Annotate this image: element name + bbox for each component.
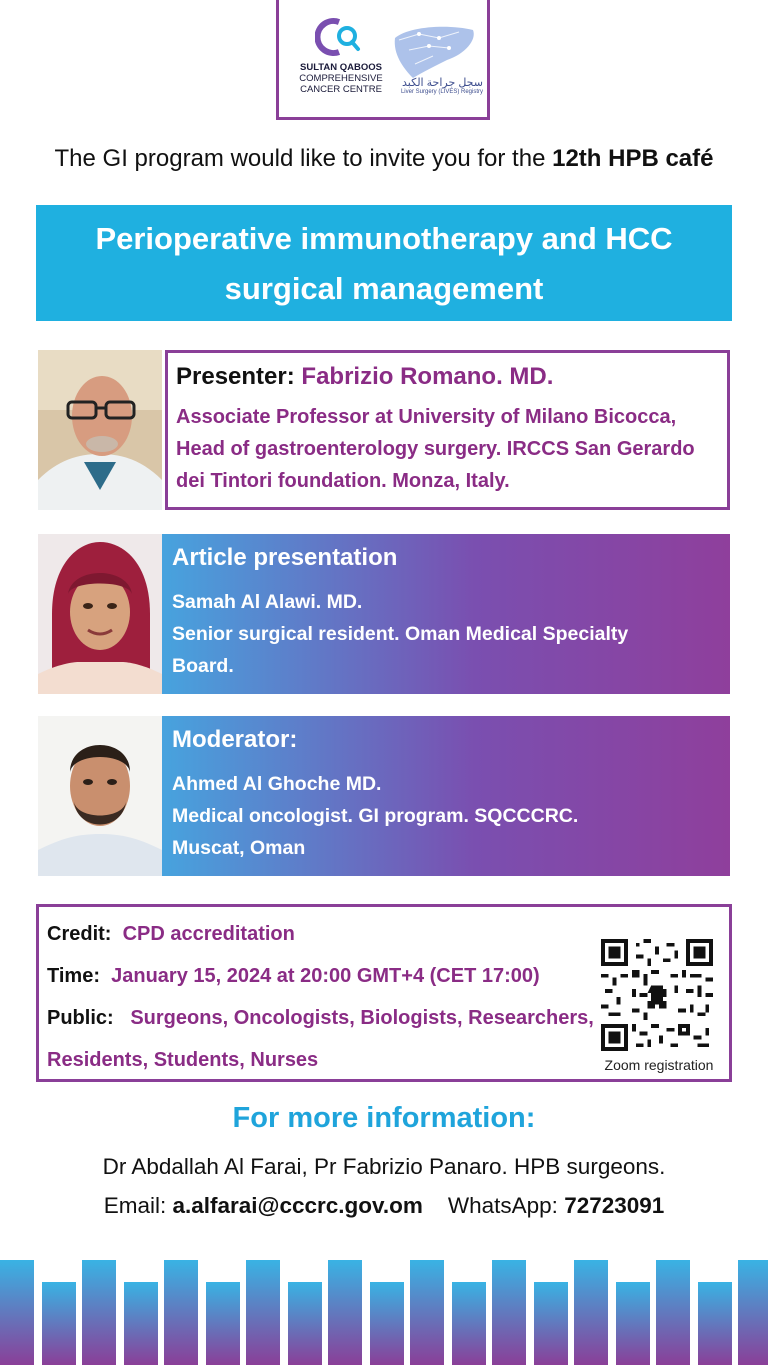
registry-arabic-name: سجل جراحة الكبد — [402, 77, 483, 89]
qr-code-icon[interactable] — [601, 939, 713, 1051]
sqcccrc-logo-icon — [315, 16, 365, 58]
time-line: Time: January 15, 2024 at 20:00 GMT+4 (CET 17:00) — [47, 965, 540, 987]
presenter-card — [38, 350, 730, 510]
title-line-1: Perioperative immunotherapy and HCC — [95, 221, 673, 256]
credit-line: Credit: CPD accreditation — [47, 923, 295, 945]
contacts-line: Dr Abdallah Al Farai, Pr Fabrizio Panaro. HPB surgeons. — [102, 1154, 666, 1179]
public-line: Public: Surgeons, Oncologists, Biologists, Researchers, — [47, 1007, 594, 1029]
logo-box — [276, 0, 490, 120]
moderator-name: Ahmed Al Ghoche MD. — [172, 773, 382, 795]
article-details: Samah Al Alawi. MD. Senior surgical resident. Oman Medical Specialty Board. — [172, 586, 720, 682]
article-card — [38, 534, 730, 694]
more-info-title: For more information: — [232, 1102, 536, 1134]
logo-org-name: SULTAN QABOOS COMPREHENSIVE CANCER CENTRE — [299, 62, 383, 95]
presenter-name: Fabrizio Romano. MD. — [301, 363, 554, 390]
moderator-card — [38, 716, 730, 876]
registry-english-name: Liver Surgery (LIVES) Registry — [400, 89, 483, 95]
qr-caption: Zoom registration — [604, 1057, 714, 1073]
credit-value: CPD accreditation — [122, 923, 295, 945]
moderator-panel — [162, 716, 730, 876]
moderator-photo — [38, 716, 162, 876]
event-info-box — [36, 904, 732, 1082]
presenter-affiliation: Associate Professor at University of Milano Bicocca, Head of gastroenterology surgery. IRCCS San Gerardo dei Tintori foundation. Monza, Italy. — [176, 406, 695, 492]
time-value: January 15, 2024 at 20:00 GMT+4 (CET 17:00) — [111, 965, 540, 987]
intro-text: The GI program would like to invite you for the 12th HPB café — [54, 145, 714, 172]
presenter-panel — [165, 350, 730, 510]
moderator-heading: Moderator: — [172, 726, 298, 753]
moderator-details: Ahmed Al Ghoche MD. Medical oncologist. GI program. SQCCCRC. Muscat, Oman — [172, 768, 720, 864]
presenter-heading: Presenter: Fabrizio Romano. MD. — [176, 363, 554, 390]
title-banner — [36, 205, 732, 321]
contact-details-line: Email: a.alfarai@cccrc.gov.om WhatsApp: 72723091 — [103, 1193, 665, 1218]
public-line-2: Residents, Students, Nurses — [47, 1049, 319, 1071]
event-name: 12th HPB café — [552, 145, 714, 172]
article-panel — [162, 534, 730, 694]
article-heading: Article presentation — [172, 544, 398, 571]
decorative-bars — [0, 1260, 768, 1365]
public-value: Surgeons, Oncologists, Biologists, Researchers, — [130, 1007, 594, 1029]
article-presenter-photo — [38, 534, 162, 694]
article-presenter-name: Samah Al Alawi. MD. — [172, 591, 363, 613]
presenter-photo — [38, 350, 162, 510]
title-line-2: surgical management — [224, 271, 544, 306]
email-link[interactable]: a.alfarai@cccrc.gov.om — [172, 1193, 423, 1218]
whatsapp-number[interactable]: 72723091 — [564, 1193, 665, 1218]
